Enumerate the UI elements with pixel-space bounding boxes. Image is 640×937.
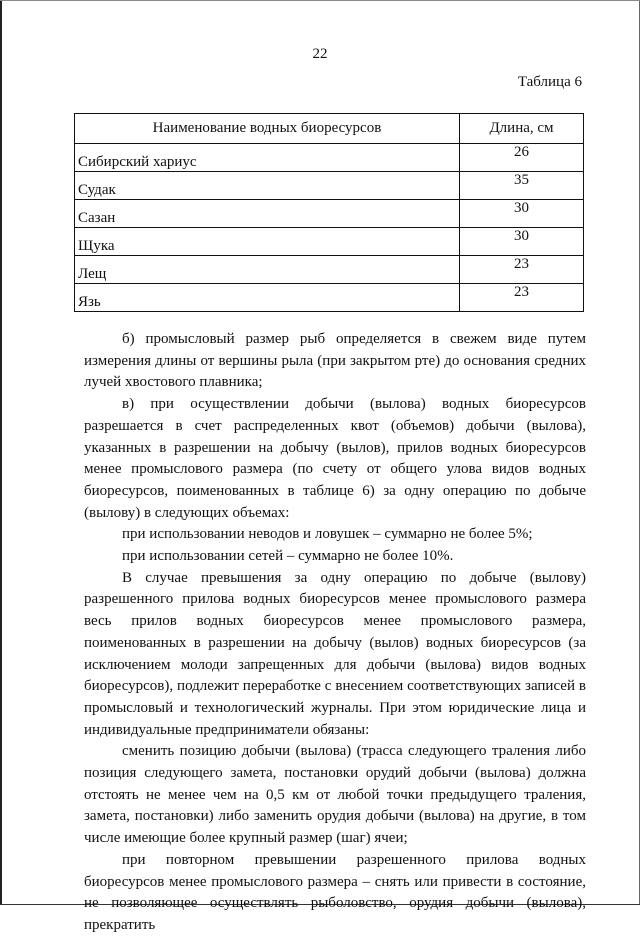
cell-length: 26 [460,144,584,172]
paragraph-excess: В случае превышения за одну операцию по добыче (вылову) разрешенного прилова водных биоресурсов менее промыслового размера весь прилов водных биоресурсов менее промыслового размера, поименованных в разрешении на добычу (вылов) водных биоресурсов (за исключением молоди запрещенных для добычи (вылова) видов водных биоресурсов), подлежит переработке с внесением соответствующих записей в промысловый и технологический журналы. При этом юридические лица и индивидуальные предприниматели обязаны: [84,569,586,738]
cell-name: Лещ [75,256,460,284]
header-length: Длина, см [460,114,584,144]
paragraph-change-position: сменить позицию добычи (вылова) (трасса следующего траления либо позиция следующего замета, постановки орудий добычи (вылова) должна отстоять не менее чем на 0,5 км от любой точки предыдущего траления, замета, постановки) либо заменить орудия добычи (вылова) на другие, в том числе имеющие более крупный размер (шаг) ячеи; [84,743,586,847]
cell-length: 30 [460,200,584,228]
cell-name: Сазан [75,200,460,228]
table-row [75,200,584,228]
table-row [75,256,584,284]
paragraph-nets: при использовании сетей – суммарно не более 10%. [122,548,454,565]
fish-length-table [74,113,584,312]
cell-length: 35 [460,172,584,200]
cell-name: Язь [75,284,460,312]
page-number: 22 [312,46,328,62]
table-row [75,284,584,312]
paragraph-v: в) при осуществлении добычи (вылова) водных биоресурсов разрешается в счет распределенных квот (объемов) добычи (вылова), указанных в разрешении на добычу (вылов), прилов водных биоресурсов менее промыслового размера (по счету от общего улова видов водных биоресурсов, поименованных в таблице 6) за одну операцию по добыче (вылову) в следующих объемах: [84,396,586,521]
cell-name: Судак [75,172,460,200]
paragraph-b: б) промысловый размер рыб определяется в свежем виде путем измерения длины от вершины рыла (при закрытом рте) до основания средних лучей хвостового плавника; [84,331,586,391]
table-row [75,144,584,172]
scan-edge-left [0,0,2,905]
header-name: Наименование водных биоресурсов [75,114,460,144]
cell-length: 23 [460,256,584,284]
table-row [75,228,584,256]
paragraph-repeat-excess: при повторном превышении разрешенного прилова водных биоресурсов менее промыслового размера – снять или привести в состояние, не позволяющее осуществлять рыболовство, орудия добычи (вылова), прекратить [84,851,586,933]
cell-length: 30 [460,228,584,256]
cell-name: Щука [75,228,460,256]
cell-length: 23 [460,284,584,312]
paragraph-nets-traps: при использовании неводов и ловушек – суммарно не более 5%; [122,526,533,543]
body-text [84,329,586,937]
cell-name: Сибирский хариус [75,144,460,172]
table-row [75,172,584,200]
table-caption: Таблица 6 [517,74,582,90]
table-header-row [75,114,584,144]
scan-edge-top [0,0,640,1]
